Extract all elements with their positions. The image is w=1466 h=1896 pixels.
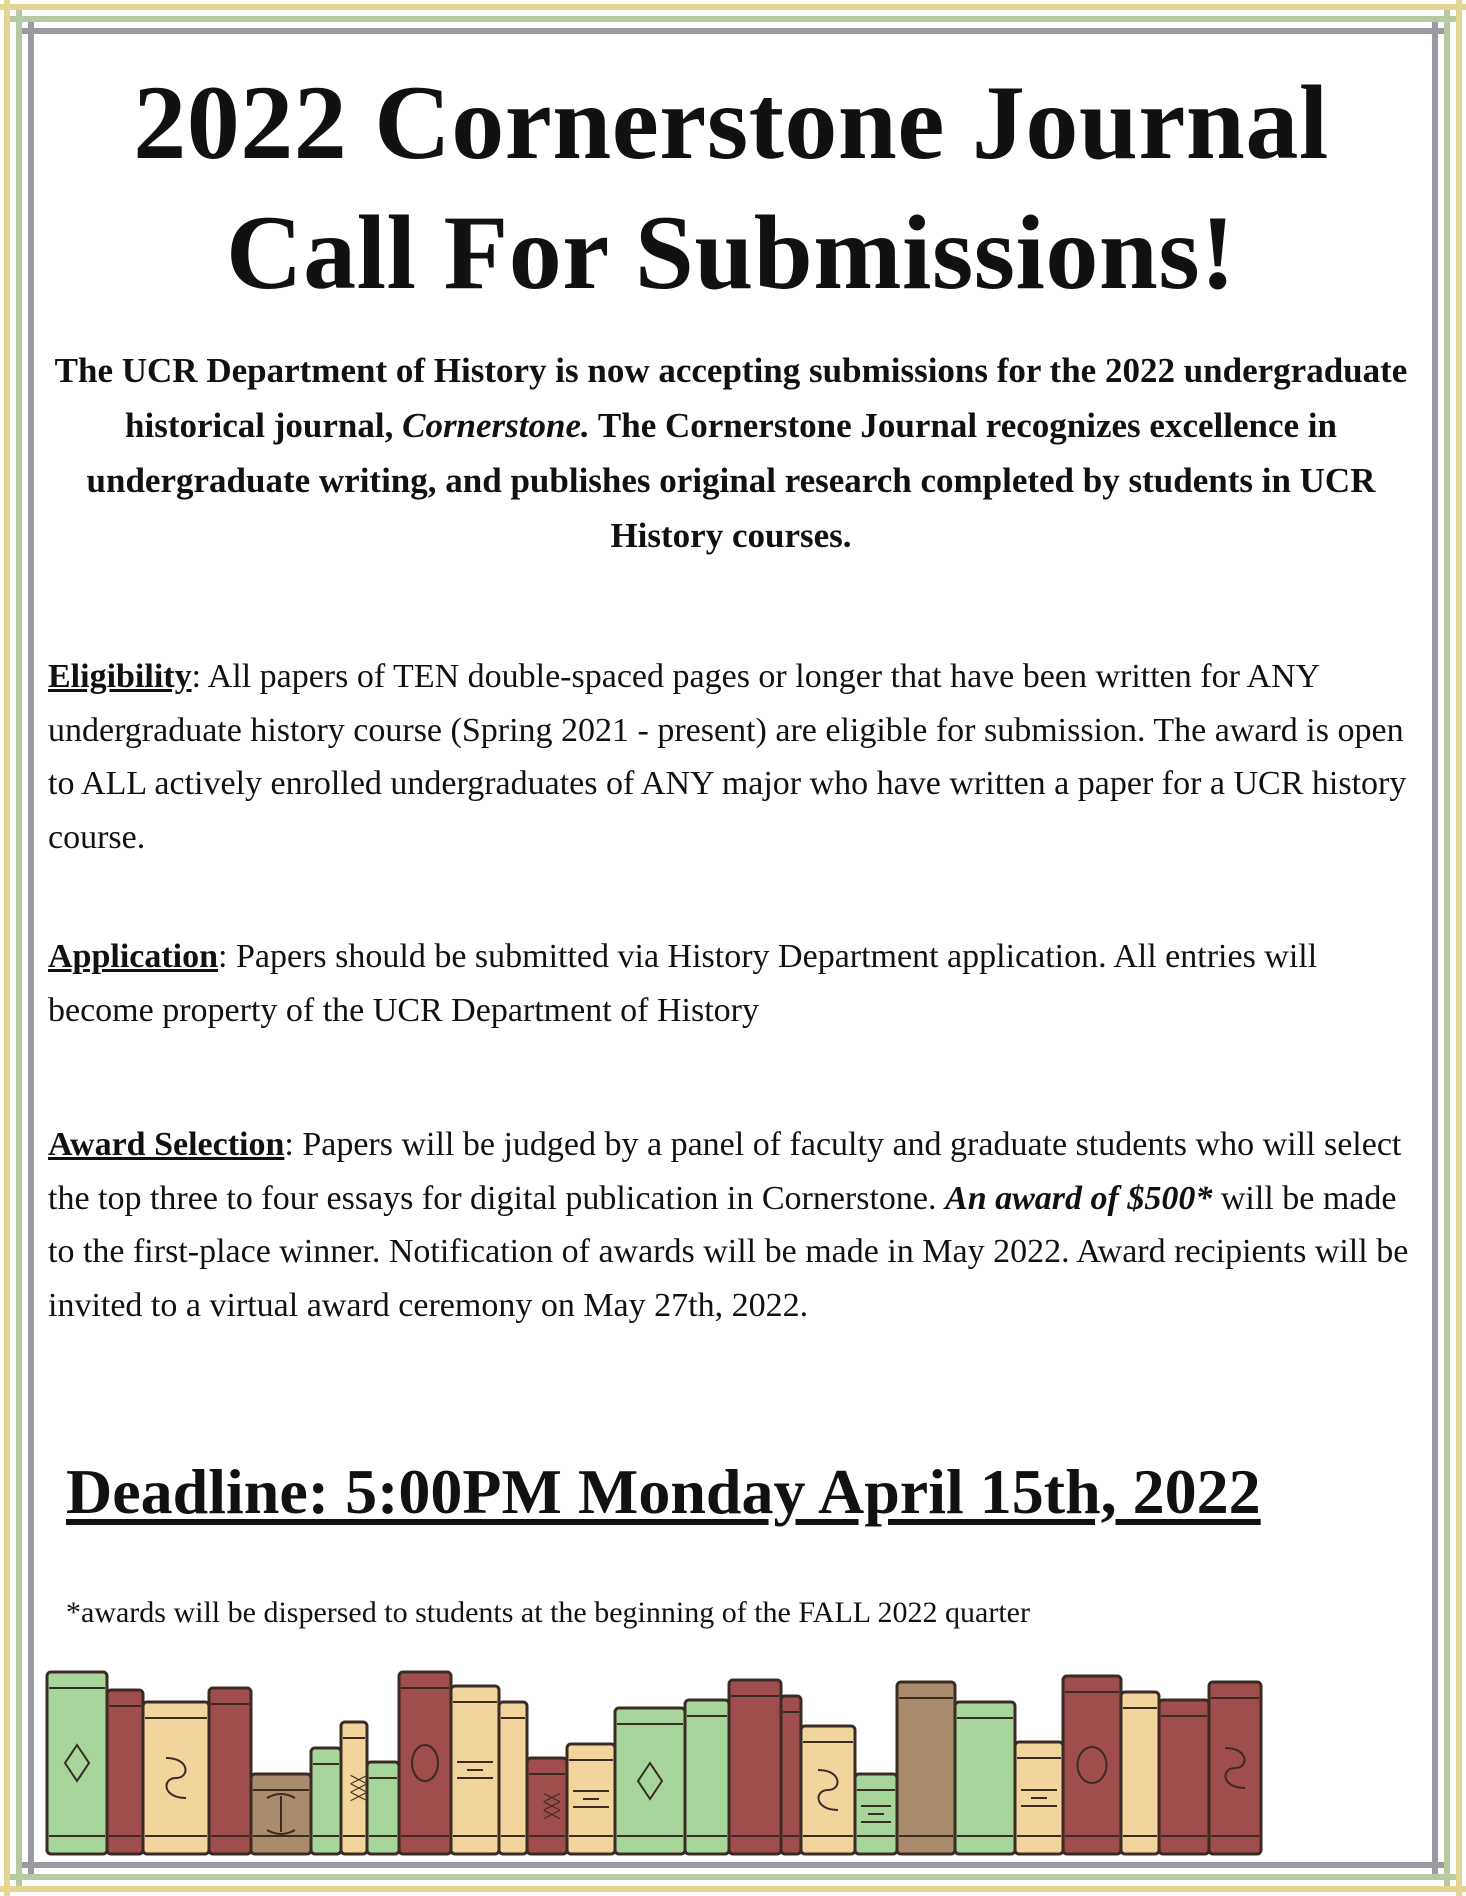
frame-line-top-inner [22,28,1444,34]
book-spine-3 [143,1702,209,1854]
award-selection-label: Award Selection [48,1126,285,1163]
frame-line-top-mid [10,16,1456,22]
title-line-2: Call For Submissions! [226,194,1236,311]
book-spine-17 [781,1696,801,1854]
eligibility-text: : All papers of TEN double-spaced pages or longer that have been written for ANY undergraduate history course (Spring 2021 - present) are eligible for submission. The award is open to ALL actively enrolled undergraduates of ANY major who have written a paper for a UCR history course. [48,658,1407,856]
book-spine-13 [567,1744,615,1854]
book-spine-7 [341,1722,367,1854]
book-spine-20 [897,1682,955,1854]
frame-line-left-inner [28,22,34,1874]
book-spine-26 [1209,1682,1261,1854]
journal-name: Cornerstone. [402,406,590,445]
book-spine-15 [685,1700,729,1854]
book-spine-10 [451,1686,499,1854]
book-spine-14 [615,1708,685,1854]
book-spine-12 [527,1758,567,1854]
deadline-heading: Deadline: 5:00PM Monday April 15th, 2022 [66,1456,1261,1527]
svg-text:╳╳╳: ╳╳╳ [543,1793,559,1819]
frame-line-right-outer [1456,0,1462,1896]
frame-line-bottom-outer [0,1886,1466,1892]
frame-line-left-mid [16,10,22,1886]
book-spine-2 [107,1690,143,1854]
award-selection-section [48,1118,1414,1332]
frame-line-right-inner [1432,22,1438,1874]
application-text: : Papers should be submitted via History Department application. All entries will become property of the UCR Department of History [48,938,1318,1029]
application-section [48,930,1414,1037]
frame-line-top-outer [0,4,1466,10]
book-spine-24 [1121,1692,1159,1854]
frame-line-right-mid [1444,10,1450,1886]
book-spine-22 [1015,1742,1063,1854]
frame-line-bottom-mid [10,1874,1456,1880]
award-amount-emphasis: An award of $500* [945,1179,1213,1217]
book-spine-5 [251,1774,311,1854]
svg-text:╳╳╳: ╳╳╳ [350,1775,366,1801]
award-selection-text-2: will be made to the first-place winner. Notification of awards will be made in May 2022. Award recipients will be invited to a virtual award ceremony on May 27th, 2022. [48,1179,1409,1324]
book-spine-19 [855,1774,897,1854]
intro-text-1: The UCR Department of History is now accepting submissions for the 2022 undergraduate historical journal, [54,351,1408,445]
bookshelf-illustration [45,1662,1415,1862]
book-spine-4 [209,1688,251,1854]
book-spine-11 [499,1702,527,1854]
book-spine-6 [311,1748,341,1854]
frame-line-left-outer [4,0,10,1896]
awards-footnote: *awards will be dispersed to students at the beginning of the FALL 2022 quarter [66,1596,1030,1629]
eligibility-label: Eligibility [48,658,192,695]
book-spine-25 [1159,1700,1209,1854]
book-spine-9 [399,1672,451,1854]
award-selection-text-1: : Papers will be judged by a panel of faculty and graduate students who will select the top three to four essays for digital publication in Cornerstone. [48,1126,1402,1217]
book-spine-23 [1063,1676,1121,1854]
eligibility-section [48,650,1414,864]
book-spine-16 [729,1680,781,1854]
book-spine-21 [955,1702,1015,1854]
book-spine-18 [801,1726,855,1854]
intro-text-2: The Cornerstone Journal recognizes excellence in undergraduate writing, and publishes original research completed by students in UCR History courses. [86,406,1376,555]
title-line-1: 2022 Cornerstone Journal [133,64,1329,181]
application-label: Application [48,938,219,975]
book-spine-8 [367,1762,399,1854]
frame-line-bottom-inner [22,1862,1444,1868]
book-spine-1 [47,1672,107,1854]
intro-paragraph [48,343,1414,563]
